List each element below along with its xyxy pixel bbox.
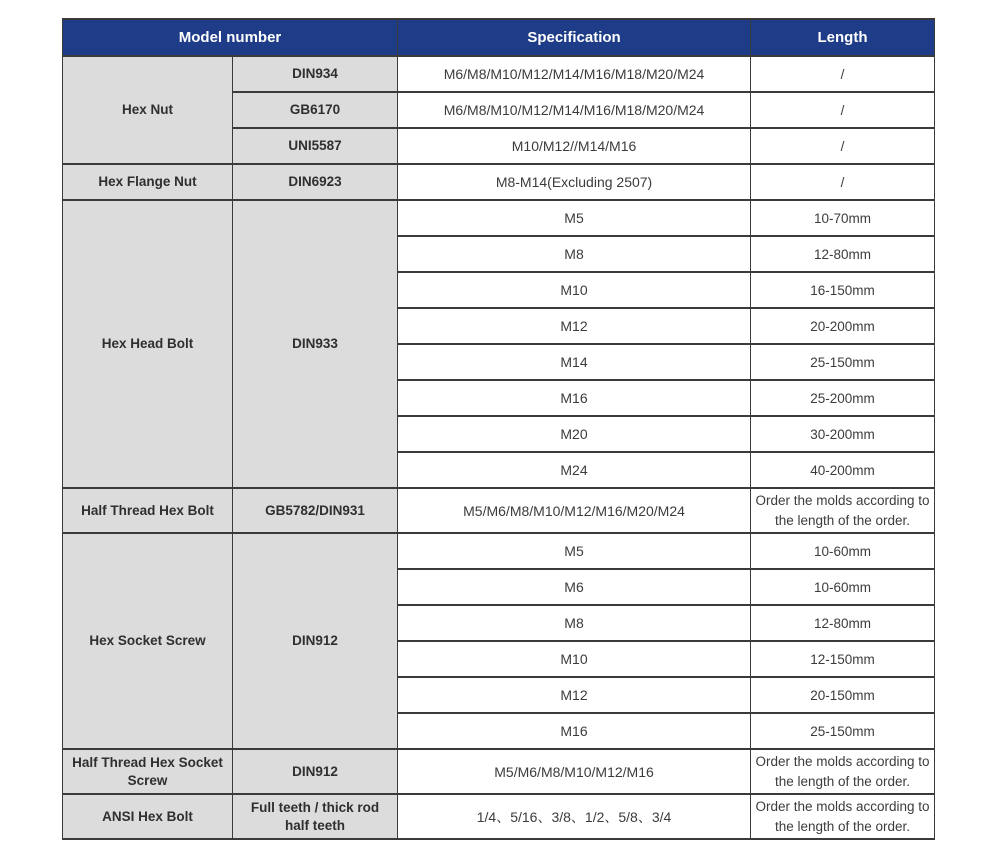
table-row [63, 56, 935, 92]
cell-spec: M8 [398, 236, 751, 272]
cell-spec: M8-M14(Excluding 2507) [398, 164, 751, 200]
cell-standard: DIN912 [233, 749, 398, 794]
cell-length: / [751, 164, 935, 200]
cell-spec: M6/M8/M10/M12/M14/M16/M18/M20/M24 [398, 92, 751, 128]
cell-length: 12-150mm [751, 641, 935, 677]
column-header-specification: Specification [398, 19, 751, 56]
table-row [63, 200, 935, 236]
cell-spec: M10 [398, 641, 751, 677]
table-row [63, 749, 935, 794]
column-header-model-number: Model number [63, 19, 398, 56]
cell-length: 30-200mm [751, 416, 935, 452]
column-header-length: Length [751, 19, 935, 56]
cell-length: 25-150mm [751, 344, 935, 380]
cell-spec: M20 [398, 416, 751, 452]
cell-model: Hex Socket Screw [63, 533, 233, 749]
cell-length: 10-60mm [751, 569, 935, 605]
cell-model: Hex Head Bolt [63, 200, 233, 488]
table-row [63, 164, 935, 200]
cell-spec: M10 [398, 272, 751, 308]
cell-standard: GB5782/DIN931 [233, 488, 398, 533]
table-row [63, 488, 935, 533]
cell-spec: M5 [398, 533, 751, 569]
cell-model: Half Thread Hex Bolt [63, 488, 233, 533]
cell-spec: M24 [398, 452, 751, 488]
cell-spec: M8 [398, 605, 751, 641]
cell-standard: DIN6923 [233, 164, 398, 200]
cell-length: 10-70mm [751, 200, 935, 236]
cell-length: / [751, 56, 935, 92]
cell-length: 12-80mm [751, 605, 935, 641]
cell-spec: M5/M6/M8/M10/M12/M16/M20/M24 [398, 488, 751, 533]
cell-standard: GB6170 [233, 92, 398, 128]
cell-spec: M6 [398, 569, 751, 605]
cell-standard: DIN912 [233, 533, 398, 749]
cell-model: Hex Nut [63, 56, 233, 164]
table-row [63, 533, 935, 569]
cell-length: 25-150mm [751, 713, 935, 749]
cell-standard: DIN934 [233, 56, 398, 92]
cell-length: Order the molds according to the length of the order. [751, 749, 935, 794]
cell-length: Order the molds according to the length of the order. [751, 794, 935, 839]
cell-spec: M12 [398, 677, 751, 713]
cell-length: 40-200mm [751, 452, 935, 488]
cell-spec: M12 [398, 308, 751, 344]
fastener-spec-table [62, 18, 935, 840]
cell-standard: UNI5587 [233, 128, 398, 164]
cell-spec: M10/M12//M14/M16 [398, 128, 751, 164]
cell-length: 16-150mm [751, 272, 935, 308]
cell-standard: DIN933 [233, 200, 398, 488]
cell-length: Order the molds according to the length of the order. [751, 488, 935, 533]
cell-spec: M5/M6/M8/M10/M12/M16 [398, 749, 751, 794]
cell-spec: M16 [398, 713, 751, 749]
cell-model: Half Thread Hex Socket Screw [63, 749, 233, 794]
cell-length: 20-200mm [751, 308, 935, 344]
cell-length: 12-80mm [751, 236, 935, 272]
cell-spec: M6/M8/M10/M12/M14/M16/M18/M20/M24 [398, 56, 751, 92]
cell-model: Hex Flange Nut [63, 164, 233, 200]
cell-spec: M14 [398, 344, 751, 380]
cell-length: 10-60mm [751, 533, 935, 569]
table-row [63, 794, 935, 839]
cell-spec: M16 [398, 380, 751, 416]
cell-spec: 1/4、5/16、3/8、1/2、5/8、3/4 [398, 794, 751, 839]
cell-length: / [751, 128, 935, 164]
cell-standard: Full teeth / thick rod half teeth [233, 794, 398, 839]
header-row [63, 19, 935, 56]
cell-length: / [751, 92, 935, 128]
cell-spec: M5 [398, 200, 751, 236]
cell-length: 20-150mm [751, 677, 935, 713]
cell-length: 25-200mm [751, 380, 935, 416]
cell-model: ANSI Hex Bolt [63, 794, 233, 839]
